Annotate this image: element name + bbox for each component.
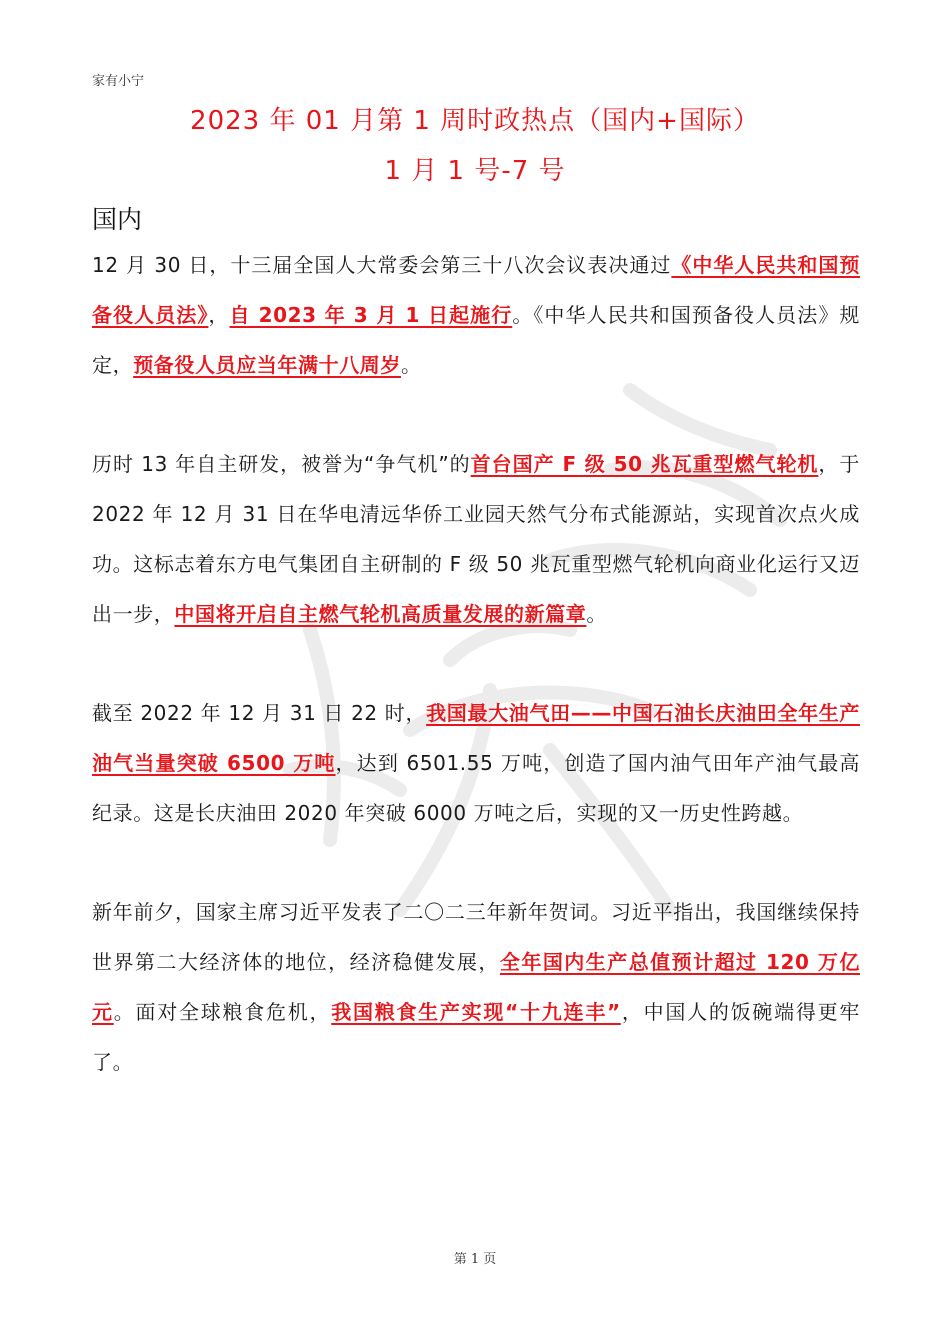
paragraph-text: 。《中华人民共和国预备役人员法》规定， [92,303,860,377]
header-note: 家有小宁 [92,74,145,89]
highlighted-key-point: 首台国产 F 级 50 兆瓦重型燃气轮机 [470,452,819,476]
paragraph-text: 新年前夕，国家主席习近平发表了二〇二三年新年贺词。习近平指出，我国继续保持世界第二大经济体的地位，经济稳健发展， [92,900,860,974]
highlighted-key-point: 中国将开启自主燃气轮机高质量发展的新篇章 [174,602,587,626]
highlighted-key-point: 我国粮食生产实现“十九连丰” [331,1000,621,1024]
news-paragraph [92,240,860,390]
news-paragraph [92,887,860,1087]
page-title: 2023 年 01 月第 1 周时政热点（国内+国际） [190,106,760,136]
news-paragraph [92,688,860,838]
paragraph-text: ，中国人的饭碗端得更牢了。 [92,1000,860,1074]
highlighted-key-point: 预备役人员应当年满十八周岁 [133,353,402,377]
paragraph-text: ，于 2022 年 12 月 31 日在华电清远华侨工业园天然气分布式能源站，实现首次点火成功。这标志着东方电气集团自主研制的 F 级 50 兆瓦重型燃气轮机向商业化运行又迈出一步， [92,452,860,626]
paragraph-text: 截至 2022 年 12 月 31 日 22 时， [92,701,427,725]
paragraph-text: ，达到 6501.55 万吨，创造了国内油气田年产油气最高纪录。这是长庆油田 2020 年突破 6000 万吨之后，实现的又一历史性跨越。 [92,751,860,825]
paragraph-text: 历时 13 年自主研发，被誉为“争气机”的 [92,452,471,476]
highlighted-key-point: 全年国内生产总值预计超过 120 万亿元 [92,950,861,1024]
highlighted-key-point: 我国最大油气田——中国石油长庆油田全年生产油气当量突破 6500 万吨 [92,701,860,775]
paragraph-text: 。 [401,353,422,377]
paragraph-text: 。面对全球粮食危机， [113,1000,332,1024]
highlighted-key-point: 《中华人民共和国预备役人员法》 [92,253,860,327]
paragraph-text: 。 [586,602,608,626]
page-subtitle-date-range: 1 月 1 号-7 号 [384,156,566,186]
news-paragraph [92,439,860,639]
paragraph-text: 12 月 30 日，十三届全国人大常委会第三十八次会议表决通过 [92,253,672,277]
section-heading-domestic: 国内 [92,205,143,234]
highlighted-key-point: 自 2023 年 3 月 1 日起施行 [229,303,513,327]
paragraph-text: ， [208,303,230,327]
article-body [92,240,860,1136]
page-number: 第 1 页 [453,1252,497,1267]
